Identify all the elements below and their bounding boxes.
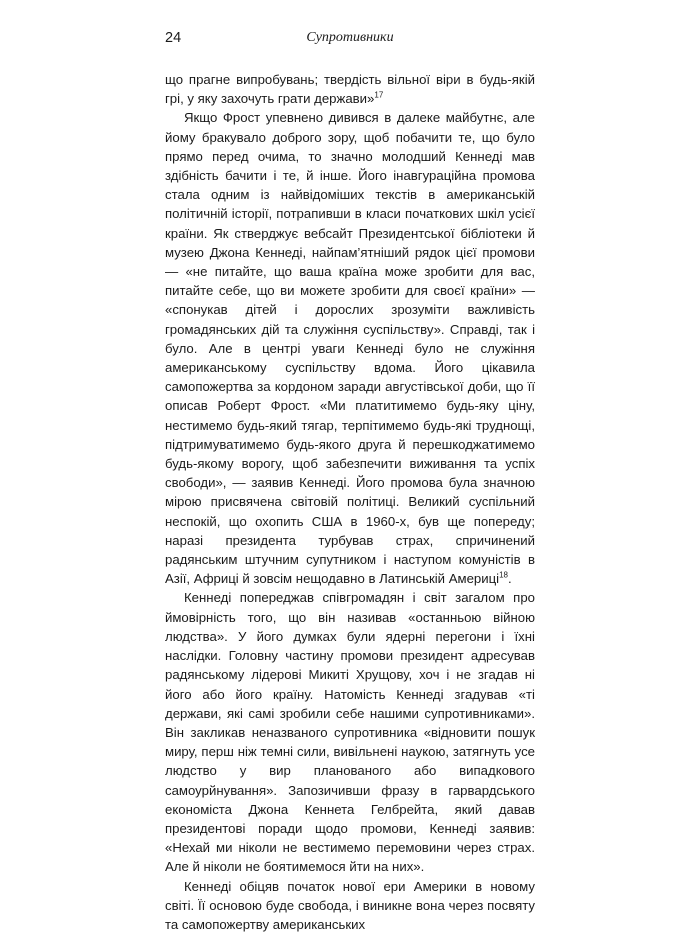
paragraph-text: Кеннеді обіцяв початок нової ери Америки в новому світі. Її основою буде свобода, і виникне вона через посвяту та самопожертву американських (165, 878, 535, 932)
body-text (165, 70, 535, 934)
paragraph-continued (165, 70, 535, 108)
paragraph-text: що прагне випробувань; твердість вільної віри в будь-якій грі, у яку захочуть грати держави» (165, 72, 535, 107)
footnote-marker: 18 (499, 570, 508, 580)
page-header (165, 30, 535, 52)
paragraph (165, 108, 535, 588)
paragraph-text: Якщо Фрост упевнено дивився в далеке майбутнє, але йому бракувало доброго зору, щоб побачити те, що було прямо перед очима, то значно молодший Кеннеді мав здібність бачити і те, й інше. Його інавгураційна промова стала одним із найвідоміших текстів в американській політичній історії, потрапивши в класи початкових шкіл усієї країни. Як стверджує вебсайт Президентської бібліотеки й музею Джона Кеннеді, найпам’ятніший рядок цієї промови — «не питайте, що ваша країна може зробити для вас, питайте себе, що ви можете зробити для своєї країни» — «спонукав дітей і дорослих зрозуміти важливість громадянських дій та служіння суспільству». Справді, так і було. Але в центрі уваги Кеннеді було не служіння американському суспільству вдома. Його цікавила самопожертва за кордоном заради августівської доби, що її описав Роберт Фрост. «Ми платитимемо будь-яку ціну, нестимемо будь-який тягар, терпітимемо будь-які труднощі, підтримуватимемо будь-якого друга й перешкоджатимемо будь-якому ворогу, щоб забезпечити виживання та успіх свободи», — заявив Кеннеді. Його промова була значною мірою присвячена світовій політиці. Великий суспільний неспокій, що охопить США в 1960-х, був ще попереду; наразі президента турбував страх, спричинений радянським штучним супутником і наступом комуністів в Азії, Африці й зовсім нещодавно в Латинській Америці (165, 110, 535, 587)
paragraph (165, 588, 535, 876)
page-number: 24 (165, 30, 182, 46)
footnote-marker: 17 (374, 90, 384, 100)
paragraph (165, 877, 535, 934)
paragraph-tail: . (508, 571, 512, 587)
running-title: Супротивники (306, 30, 394, 45)
paragraph-text: Кеннеді попереджав співгромадян і світ загалом про ймовірність того, що він називав «останньою війною людства». У його думках були ядерні перегони і їхні наслідки. Головну частину промови президент адресував радянському лідерові Микиті Хрущову, хоч і не згадав ні його або його країну. Натомість Кеннеді згадував «ті держави, які самі зробили себе нашими супротивниками». Він закликав неназваного супротивника «відновити пошук миру, перш ніж темні сили, вивільнені наукою, затягнуть усе людство у вир планованого або випадкового самоурйнування». Запозичивши фразу в гарвардського економіста Джона Кеннета Гелбрейта, який давав президентові поради щодо промови, Кеннеді заявив: «Нехай ми ніколи не вестимемо перемовини через страх. Але й ніколи не боятимемося йти на них». (165, 590, 535, 875)
